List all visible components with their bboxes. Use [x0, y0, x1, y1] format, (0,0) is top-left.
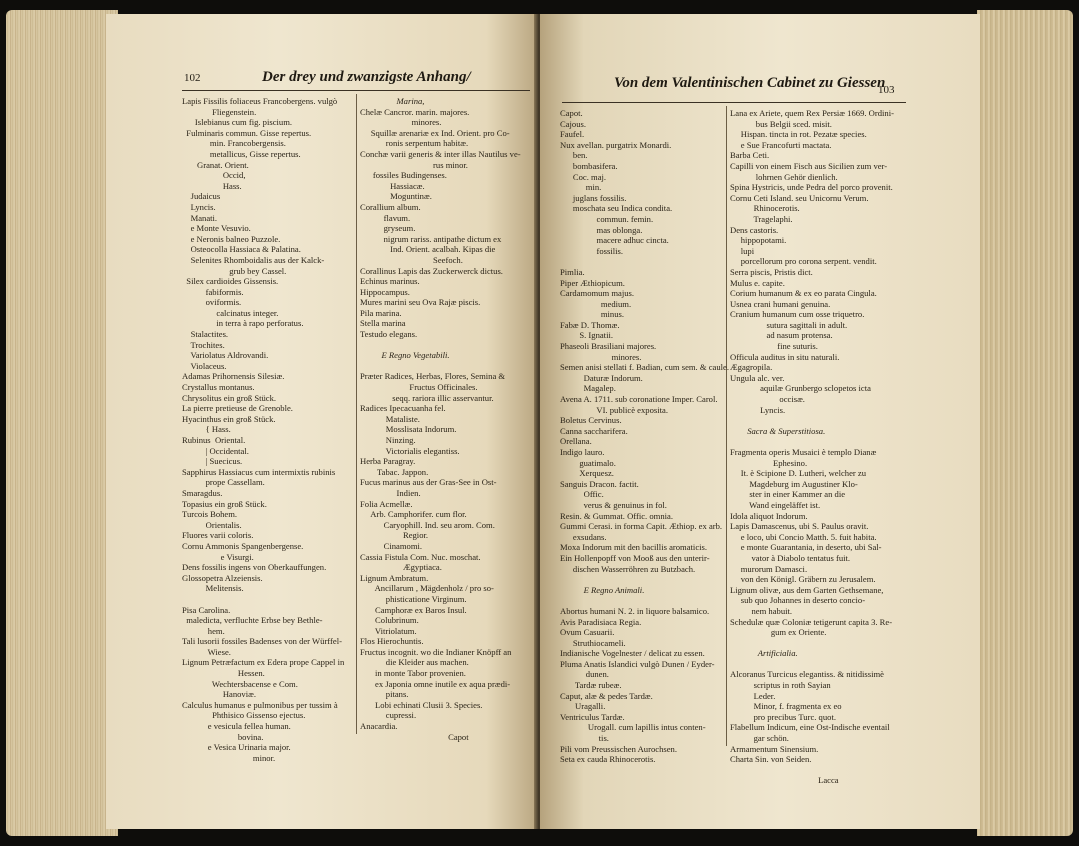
entry-line: Piper Æthiopicum.	[560, 277, 625, 288]
entry-line: Fabæ D. Thomæ.	[560, 319, 620, 330]
right-running-head: Von dem Valentinischen Cabinet zu Giessen	[614, 75, 886, 91]
entry-line: Offic.	[560, 489, 604, 500]
entry-line: e Monte Vesuvio.	[182, 223, 251, 234]
entry-line: Corallium album.	[360, 201, 421, 212]
entry-line: verus & genuinus in fol.	[560, 499, 667, 510]
entry-line: bovina.	[182, 731, 264, 742]
right-page	[540, 14, 980, 829]
entry-line: dunen.	[560, 669, 609, 680]
entry-line: S. Ignatii.	[560, 330, 613, 341]
entry-line: E Regno Animali.	[560, 584, 645, 595]
entry-line: Caryophill. Ind. seu arom. Com.	[360, 519, 495, 530]
entry-line: Fliegenstein.	[182, 106, 257, 117]
entry-line: macere adhuc cincta.	[560, 235, 669, 246]
entry-line: Armamentum Sinensium.	[730, 743, 819, 754]
entry-line: lupi	[730, 245, 755, 256]
entry-line: Cardamomum majus.	[560, 288, 634, 299]
entry-line: Ovum Casuarii.	[560, 627, 615, 638]
entry-line: Radices Ipecacuanha fel.	[360, 403, 446, 414]
entry-line: Fragmenta operis Musaici è templo Dianæ	[730, 447, 877, 457]
entry-line: E Regno Vegetabili.	[360, 350, 450, 361]
entry-line: Capot	[360, 731, 469, 742]
entry-line: Orientalis.	[182, 519, 242, 530]
entry-line: Ventriculus Tardæ.	[560, 711, 625, 722]
left-page	[106, 14, 538, 829]
entry-line: tis.	[560, 733, 609, 744]
entry-line: Mosslisata Indorum.	[360, 424, 457, 435]
entry-line: Osteocolla Hassiaca & Palatina.	[182, 244, 301, 255]
entry-line: Chelæ Cancror. marin. majores.	[360, 106, 470, 117]
entry-line: guatimalo.	[560, 457, 616, 468]
entry-line: metallicus, Gisse repertus.	[182, 148, 301, 159]
entry-line: Ind. Orient. acalbah. Kipas die	[360, 244, 496, 255]
entry-line: Minor, f. fragmenta ex eo	[730, 701, 842, 712]
entry-line: murorum Damasci.	[730, 563, 808, 574]
entry-line: moschata seu Indica condita.	[560, 203, 673, 214]
entry-line: calcinatus integer.	[182, 307, 279, 318]
entry-line: die Kleider aus machen.	[360, 657, 469, 668]
entry-line: Indigo lauro.	[560, 447, 605, 457]
entry-line: Folia Acmellæ.	[360, 498, 413, 509]
entry-line: phisticatione Virginum.	[360, 593, 467, 604]
entry-line: Hispan. tincta in rot. Pezatæ species.	[730, 129, 867, 140]
entry-line: Manati.	[182, 212, 218, 223]
entry-line: e loco, ubi Concio Matth. 5. fuit habita.	[730, 531, 877, 542]
entry-line	[360, 340, 521, 351]
entry-line: Lyncis.	[182, 201, 216, 212]
entry-line: e Sue Francofurti mactata.	[730, 139, 832, 150]
entry-line: Arb. Camphorifer. cum flor.	[360, 509, 467, 520]
entry-line: seqq. rariora illic asservantur.	[360, 392, 494, 403]
entry-line: Caput, alæ & pedes Tardæ.	[560, 690, 653, 701]
entry-line: ad nasum protensa.	[730, 330, 833, 341]
entry-line: Lignum olivæ, aus dem Garten Gethsemane,	[730, 584, 884, 595]
entry-line: Hessen.	[182, 668, 265, 679]
entry-line: Daturæ Indorum.	[560, 372, 643, 383]
entry-line: It. è Scipione D. Lutheri, welcher zu	[730, 468, 867, 479]
entry-line: Indianische Vogelnester / delicat zu essen.	[560, 648, 705, 659]
entry-line: Tardæ rubeæ.	[560, 680, 622, 691]
entry-line: Orellana.	[560, 436, 592, 447]
entry-line: Hippocampus.	[360, 286, 410, 297]
entry-line: aquilæ Grunbergo sclopetos icta	[730, 383, 871, 394]
entry-line: Charta Sin. von Seiden.	[730, 754, 812, 765]
entry-line: Fructus incognit. wo die Indianer Knöpff an	[360, 646, 512, 657]
entry-line: Chrysolitus ein groß Stück.	[182, 392, 277, 403]
entry-line: e Visurgi.	[182, 551, 254, 562]
entry-line: Conchæ varii generis & inter illas Nautilus ve-	[360, 148, 521, 159]
entry-line: juglans fossilis.	[560, 192, 627, 203]
entry-line: e vesicula fellea human.	[182, 721, 291, 732]
entry-line: min. Francobergensis.	[182, 138, 286, 149]
entry-line	[360, 361, 521, 372]
entry-line: Lacca	[730, 775, 839, 786]
entry-line: Calculus humanus e pulmonibus per tussim à	[182, 699, 338, 710]
entry-line: Usnea crani humani genuina.	[730, 298, 831, 309]
entry-line: Canna saccharifera.	[560, 425, 628, 436]
entry-line: Hyacinthus ein groß Stück.	[182, 413, 276, 424]
entry-line: Tragelaphi.	[730, 213, 793, 224]
left-page-edges	[6, 10, 118, 836]
entry-line: Wechtersbacense e Com.	[182, 678, 298, 689]
entry-line: Pluma Anatis Islandici vulgò Dunen / Eyder-	[560, 658, 715, 669]
entry-line: Corallinus Lapis das Zuckerwerck dictus.	[360, 265, 503, 276]
entry-line: Squillæ arenariæ ex Ind. Orient. pro Co-	[360, 127, 510, 138]
entry-line: Capilli von einem Fisch aus Sicilien zum ver-	[730, 160, 888, 171]
entry-line: Coc. maj.	[560, 171, 607, 182]
entry-line: lohrnen Gehör dienlich.	[730, 171, 838, 182]
entry-line: ex Japonia omne inutile ex aqua prædi-	[360, 678, 511, 689]
entry-line: Semen anisi stellati f. Badian, cum sem. & caule.	[560, 362, 729, 373]
entry-line: Cajous.	[560, 118, 587, 129]
entry-line	[560, 256, 729, 267]
entry-line: Barba Ceti.	[730, 150, 770, 161]
entry-line: Herba Paragray.	[360, 456, 416, 467]
entry-line: Pisa Carolina.	[182, 604, 231, 615]
entry-line: Artificialia.	[730, 648, 798, 659]
right-column-a	[560, 108, 729, 765]
entry-line: Tabac. Jappon.	[360, 466, 429, 477]
entry-line: sutura sagittali in adult.	[730, 319, 848, 330]
entry-line: Variolatus Aldrovandi.	[182, 350, 269, 361]
entry-line: Occid,	[182, 170, 246, 181]
entry-line: e Vesica Urinaria major.	[182, 742, 291, 753]
entry-line: Stella marina	[360, 318, 406, 329]
entry-line: Lana ex Ariete, quem Rex Persiæ 1669. Ordini-	[730, 108, 894, 118]
entry-line: Regior.	[360, 530, 429, 541]
entry-line: porcellorum pro corona serpent. vendit.	[730, 256, 877, 267]
entry-line: Vitriolatum.	[360, 625, 417, 636]
entry-line: bus Belgii sced. misit.	[730, 118, 832, 129]
entry-line: sub quo Johannes in deserto concio-	[730, 595, 866, 606]
open-book	[6, 4, 1073, 840]
entry-line: prope Cassellam.	[182, 477, 265, 488]
entry-line: Lapis Fissilis foliaceus Francobergens. vulgò	[182, 96, 338, 106]
entry-line: Abortus humani N. 2. in liquore balsamico.	[560, 605, 710, 616]
entry-line: vator à Diabolo tentatus fuit.	[730, 552, 851, 563]
entry-line: Magalep.	[560, 383, 616, 394]
entry-line: ben.	[560, 150, 588, 161]
entry-line: occisæ.	[730, 394, 805, 405]
entry-line: mas oblonga.	[560, 224, 643, 235]
left-column-b	[360, 96, 521, 742]
entry-line: Ægagropila.	[730, 362, 773, 373]
entry-line	[730, 436, 894, 447]
entry-line: nem habuit.	[730, 605, 793, 616]
entry-line: Xerquesz.	[560, 468, 614, 479]
entry-line: Sanguis Dracon. factit.	[560, 478, 639, 489]
entry-line: fabiformis.	[182, 286, 244, 297]
entry-line: Corium humanum & ex eo parata Cingula.	[730, 288, 877, 299]
entry-line: minores.	[360, 117, 442, 128]
entry-line: Hanoviæ.	[182, 689, 256, 700]
entry-line: Turcois Bohem.	[182, 509, 238, 520]
entry-line: flavum.	[360, 212, 411, 223]
entry-line: Pila marina.	[360, 307, 402, 318]
entry-line: Faufel.	[560, 129, 585, 140]
entry-line: Flos Hierochuntis.	[360, 636, 424, 647]
entry-line: Moguntinæ.	[360, 191, 432, 202]
left-running-head: Der drey und zwanzigste Anhang/	[262, 69, 471, 85]
entry-line: Cornu Ammonis Spangenbergense.	[182, 540, 304, 551]
entry-line: pitans.	[360, 689, 409, 700]
entry-line: Wand eingeläffet ist.	[730, 499, 821, 510]
entry-line: Leder.	[730, 690, 776, 701]
entry-line: commun. femin.	[560, 213, 654, 224]
right-page-number: 103	[878, 84, 895, 96]
entry-line: Magdeburg im Augustiner Klo-	[730, 478, 858, 489]
entry-line: Marina,	[360, 96, 425, 106]
entry-line: fossilis.	[560, 245, 624, 256]
entry-line: Mulus e. capite.	[730, 277, 785, 288]
entry-line: grub bey Cassel.	[182, 265, 287, 276]
entry-line: Lyncis.	[730, 404, 786, 415]
entry-line: Cassia Fistula Com. Nuc. moschat.	[360, 551, 481, 562]
entry-line: Lapis Damascenus, ubi S. Paulus oravit.	[730, 521, 869, 532]
entry-line: Avena A. 1711. sub coronatione Imper. Carol.	[560, 394, 718, 405]
entry-line: Serra piscis, Pristis dict.	[730, 266, 813, 277]
entry-line: Capot.	[560, 108, 583, 118]
entry-line: Phthisico Gissenso ejectus.	[182, 710, 306, 721]
entry-line: Violaceus.	[182, 360, 227, 371]
entry-line: Boletus Cervinus.	[560, 415, 622, 426]
entry-line: Præter Radices, Herbas, Flores, Semina &	[360, 371, 506, 382]
entry-line: Fructus Officinales.	[360, 382, 478, 393]
entry-line: nigrum rariss. antipathe dictum ex	[360, 233, 502, 244]
entry-line: Struthiocameli.	[560, 637, 626, 648]
entry-line	[730, 765, 894, 776]
entry-line: Indien.	[360, 487, 421, 498]
entry-line: cupressi.	[360, 710, 417, 721]
entry-line: Mures marini seu Ova Rajæ piscis.	[360, 297, 481, 308]
entry-line: Officula auditus in situ naturali.	[730, 351, 840, 362]
entry-line: Adamas Prihornensis Silesiæ.	[182, 371, 285, 382]
entry-line: Hassiacæ.	[360, 180, 425, 191]
entry-line: gum ex Oriente.	[730, 627, 827, 638]
entry-line: minores.	[560, 351, 642, 362]
entry-line: Rhinocerotis.	[730, 203, 800, 214]
left-page-number: 102	[184, 72, 201, 84]
entry-line: minus.	[560, 309, 624, 320]
entry-line: Hass.	[182, 180, 242, 191]
entry-line: Avis Paradisiaca Regia.	[560, 616, 642, 627]
entry-line: fine suturis.	[730, 341, 818, 352]
entry-line: Moxa Indorum mit den bacillis aromaticis.	[560, 542, 708, 553]
entry-line: gryseum.	[360, 223, 416, 234]
entry-line: Pili vom Preussischen Aurochsen.	[560, 743, 677, 754]
entry-line: Topasius ein groß Stück.	[182, 498, 267, 509]
entry-line: Ephesino.	[730, 457, 808, 468]
entry-line: Dens castoris.	[730, 224, 779, 235]
entry-line: ster in einer Kammer an die	[730, 489, 846, 500]
entry-line: Pimlia.	[560, 266, 585, 277]
entry-line	[560, 574, 729, 585]
entry-line: Cinamomi.	[360, 540, 423, 551]
entry-line: Schedulæ quæ Coloniæ tetigerunt capita 3. Re-	[730, 616, 893, 627]
entry-line: Lignum Petræfactum ex Edera prope Cappel in	[182, 657, 345, 668]
entry-line: Mataliste.	[360, 413, 420, 424]
entry-line: Testudo elegans.	[360, 329, 418, 340]
entry-line: oviformis.	[182, 297, 242, 308]
entry-line: ronis serpentum habitæ.	[360, 138, 469, 149]
right-column-b	[730, 108, 894, 786]
entry-line: Phaseoli Brasiliani majores.	[560, 341, 657, 352]
entry-line	[730, 415, 894, 426]
entry-line	[560, 595, 729, 606]
entry-line: Camphoræ ex Baros Insul.	[360, 604, 467, 615]
entry-line: hippopotami.	[730, 235, 787, 246]
left-column-a	[182, 96, 344, 763]
entry-line: e monte Guarantania, in deserto, ubi Sal-	[730, 542, 882, 553]
entry-line: scriptus in roth Sayian	[730, 680, 831, 691]
entry-line: Fluores varii coloris.	[182, 530, 254, 541]
entry-line: Fucus marinus aus der Gras-See in Ost-	[360, 477, 497, 488]
entry-line: VI. publicè exposita.	[560, 404, 668, 415]
entry-line: e Neronis balneo Puzzole.	[182, 233, 281, 244]
entry-line: Ungula alc. ver.	[730, 372, 785, 383]
entry-line	[730, 659, 894, 670]
entry-line: min.	[560, 182, 602, 193]
entry-line: Ein Hollenpopff von Mooß aus den unterir-	[560, 552, 710, 563]
entry-line: Lignum Ambratum.	[360, 572, 429, 583]
entry-line: in monte Tabor provenien.	[360, 668, 466, 679]
entry-line: Ancillarum , Mägdenholz / pro so-	[360, 583, 494, 594]
entry-line: Granat. Orient.	[182, 159, 249, 170]
entry-line: rus minor.	[360, 159, 468, 170]
entry-line: Gummi Cerasi. in forma Capit. Æthiop. ex arb.	[560, 521, 723, 532]
entry-line: Resin. & Gummat. Offic. omnia.	[560, 510, 673, 521]
entry-line: dischen Wasserröhren zu Butzbach.	[560, 563, 696, 574]
entry-line: Seefoch.	[360, 254, 463, 265]
entry-line: Seta ex cauda Rhinocerotis.	[560, 754, 656, 765]
entry-line: Stalactites.	[182, 329, 229, 340]
entry-line: Nux avellan. purgatrix Monardi.	[560, 139, 672, 150]
left-head-rule	[182, 90, 530, 91]
entry-line	[182, 594, 344, 605]
right-page-edges	[977, 10, 1073, 836]
entry-line: Wiese.	[182, 646, 231, 657]
entry-line: La pierre pretieuse de Grenoble.	[182, 403, 293, 414]
entry-line: Urogall. cum lapillis intus conten-	[560, 722, 706, 733]
left-column-divider	[356, 94, 357, 734]
entry-line: Rubinus Oriental.	[182, 435, 246, 445]
entry-line: exsudans.	[560, 531, 607, 542]
entry-line: Sacra & Superstitiosa.	[730, 425, 826, 436]
entry-line: Lobi echinati Clusii 3. Species.	[360, 699, 483, 710]
entry-line: Ninzing.	[360, 435, 416, 445]
entry-line: Flabellum Indicum, eine Ost-Indische eventail	[730, 722, 890, 733]
entry-line: Islebianus cum fig. piscium.	[182, 117, 293, 128]
entry-line: maledicta, verfluchte Erbse bey Bethle-	[182, 615, 323, 626]
entry-line: | Suecicus.	[182, 456, 243, 467]
entry-line: Glossopetra Alzeiensis.	[182, 572, 263, 583]
entry-line: medium.	[560, 298, 632, 309]
entry-line: Cranium humanum cum osse triquetro.	[730, 309, 865, 320]
entry-line: Sapphirus Hassiacus cum intermixtis rubinis	[182, 466, 336, 477]
entry-line: Trochites.	[182, 339, 225, 350]
entry-line: Silex cardioides Gissensis.	[182, 276, 279, 287]
entry-line: Echinus marinus.	[360, 276, 420, 287]
entry-line: in terra à rapo perforatus.	[182, 318, 304, 329]
entry-line: Selenites Rhomboidalis aus der Kalck-	[182, 254, 325, 265]
entry-line: Alcoranus Turcicus elegantiss. & nitidissimè	[730, 669, 884, 680]
entry-line: Colubrinum.	[360, 615, 419, 626]
entry-line: Cornu Ceti Island. seu Unicornu Verum.	[730, 192, 869, 203]
entry-line: Anacardia.	[360, 721, 398, 732]
entry-line: Ægyptiaca.	[360, 562, 442, 573]
entry-line: Spina Hystricis, unde Pedra del porco provenit.	[730, 182, 893, 193]
entry-line: pro precibus Turc. quot.	[730, 711, 836, 722]
entry-line: Melitensis.	[182, 583, 244, 594]
entry-line: Smaragdus.	[182, 487, 223, 498]
entry-line: gar schön.	[730, 733, 789, 744]
entry-line: hem.	[182, 625, 225, 636]
entry-line: Dens fossilis ingens von Oberkauffungen.	[182, 562, 327, 573]
entry-line: fossiles Budingenses.	[360, 170, 447, 181]
entry-line: Fulminaris commun. Gisse repertus.	[182, 127, 312, 138]
entry-line: Victorialis elegantiss.	[360, 445, 460, 456]
right-head-rule	[562, 102, 906, 103]
entry-line: Tali lusorii fossiles Badenses von der Würffel-	[182, 636, 342, 647]
entry-line: Crystallus montanus.	[182, 382, 255, 393]
entry-line	[730, 638, 894, 649]
entry-line: Idola aliquot Indorum.	[730, 510, 808, 521]
entry-line: Uragalli.	[560, 701, 606, 712]
entry-line: bombasifera.	[560, 160, 618, 171]
entry-line: Judaicus	[182, 191, 221, 202]
entry-line: von den Königl. Gräbern zu Jerusalem.	[730, 574, 876, 585]
entry-line: | Occidental.	[182, 445, 249, 456]
entry-line: minor.	[182, 752, 276, 763]
entry-line: { Hass.	[182, 424, 231, 435]
